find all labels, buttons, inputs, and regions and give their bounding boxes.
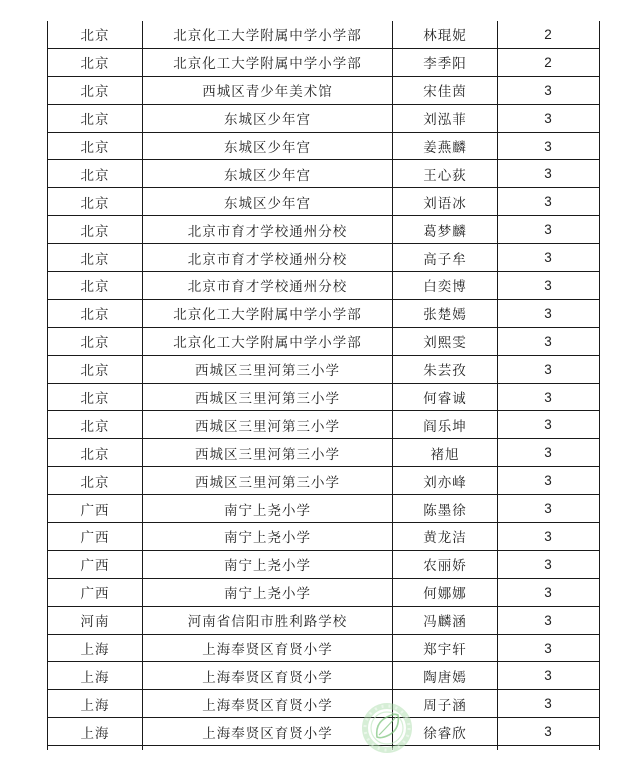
cell-count: 3 (498, 439, 600, 467)
table-row (48, 132, 600, 160)
cell-name: 何娜娜 (393, 578, 498, 606)
cell-name: 宋佳茵 (393, 76, 498, 104)
cell-count: 3 (498, 327, 600, 355)
cell-school: 北京市育才学校通州分校 (143, 244, 393, 272)
cell-school: 北京化工大学附属中学小学部 (143, 48, 393, 76)
table-row (48, 104, 600, 132)
cell-name: 郑宇轩 (393, 634, 498, 662)
table-row (48, 634, 600, 662)
cell-count: 3 (498, 299, 600, 327)
cell-name: 白奕博 (393, 272, 498, 300)
cell-name: 刘语冰 (393, 188, 498, 216)
cell-name: 李季阳 (393, 48, 498, 76)
cell-region: 北京 (48, 188, 143, 216)
cell-count: 3 (498, 216, 600, 244)
cell-region: 北京 (48, 439, 143, 467)
cell-count: 3 (498, 383, 600, 411)
cell-region: 广西 (48, 550, 143, 578)
cell-school: 上海奉贤区育贤小学 (143, 634, 393, 662)
table-row (48, 411, 600, 439)
cell-name: 刘亦峰 (393, 467, 498, 495)
cell-count: 3 (498, 104, 600, 132)
cell-region: 上海 (48, 662, 143, 690)
table-row (48, 244, 600, 272)
cell-count: 3 (498, 160, 600, 188)
cell-school: 西城区青少年美术馆 (143, 76, 393, 104)
cell-count: 3 (498, 272, 600, 300)
cell-count: 3 (498, 634, 600, 662)
cell-region: 北京 (48, 160, 143, 188)
cell-region: 北京 (48, 467, 143, 495)
cell-count: 3 (498, 690, 600, 718)
cell-count: 3 (498, 578, 600, 606)
table-row (48, 495, 600, 523)
table-row (48, 550, 600, 578)
cell-count: 3 (498, 244, 600, 272)
cropped-cell (393, 746, 498, 751)
cell-name: 张楚嫣 (393, 299, 498, 327)
cell-region: 北京 (48, 327, 143, 355)
table-row (48, 216, 600, 244)
cell-count: 3 (498, 550, 600, 578)
cell-region: 北京 (48, 104, 143, 132)
table-row (48, 299, 600, 327)
cell-region: 北京 (48, 132, 143, 160)
cell-region: 北京 (48, 216, 143, 244)
cell-name: 葛梦麟 (393, 216, 498, 244)
cell-count: 3 (498, 188, 600, 216)
table-row (48, 160, 600, 188)
table-row (48, 467, 600, 495)
cell-name: 何睿诚 (393, 383, 498, 411)
cell-school: 河南省信阳市胜利路学校 (143, 606, 393, 634)
cell-count: 2 (498, 48, 600, 76)
cell-name: 徐睿欣 (393, 718, 498, 746)
cell-region: 广西 (48, 495, 143, 523)
cell-count: 3 (498, 718, 600, 746)
table-row (48, 76, 600, 104)
table-row (48, 355, 600, 383)
cell-school: 南宁上尧小学 (143, 550, 393, 578)
table-row (48, 327, 600, 355)
cropped-cell (498, 746, 600, 751)
table-row (48, 21, 600, 48)
cell-region: 河南 (48, 606, 143, 634)
cell-school: 北京化工大学附属中学小学部 (143, 299, 393, 327)
cell-region: 北京 (48, 244, 143, 272)
table-row (48, 272, 600, 300)
table-row (48, 48, 600, 76)
cell-name: 农丽娇 (393, 550, 498, 578)
cell-name: 刘泓菲 (393, 104, 498, 132)
cell-school: 西城区三里河第三小学 (143, 467, 393, 495)
cell-count: 3 (498, 606, 600, 634)
table-row (48, 523, 600, 551)
cell-school: 上海奉贤区育贤小学 (143, 690, 393, 718)
table-row (48, 718, 600, 746)
cell-school: 西城区三里河第三小学 (143, 439, 393, 467)
cell-school: 北京市育才学校通州分校 (143, 216, 393, 244)
cell-name: 阎乐坤 (393, 411, 498, 439)
cell-region: 北京 (48, 383, 143, 411)
table-row (48, 188, 600, 216)
table-row (48, 439, 600, 467)
cell-name: 周子涵 (393, 690, 498, 718)
cell-school: 西城区三里河第三小学 (143, 355, 393, 383)
cell-school: 南宁上尧小学 (143, 495, 393, 523)
cell-school: 西城区三里河第三小学 (143, 383, 393, 411)
cell-school: 西城区三里河第三小学 (143, 411, 393, 439)
results-table (47, 21, 600, 750)
cell-region: 北京 (48, 76, 143, 104)
cell-school: 北京化工大学附属中学小学部 (143, 21, 393, 48)
cell-count: 3 (498, 76, 600, 104)
cell-school: 东城区少年宫 (143, 160, 393, 188)
cell-count: 3 (498, 355, 600, 383)
cell-region: 北京 (48, 21, 143, 48)
table-row (48, 606, 600, 634)
cell-count: 3 (498, 523, 600, 551)
cell-region: 上海 (48, 718, 143, 746)
cell-count: 3 (498, 495, 600, 523)
cell-school: 上海奉贤区育贤小学 (143, 718, 393, 746)
cell-region: 广西 (48, 523, 143, 551)
cell-name: 林琨妮 (393, 21, 498, 48)
table-row (48, 383, 600, 411)
cell-region: 上海 (48, 634, 143, 662)
cell-school: 北京化工大学附属中学小学部 (143, 327, 393, 355)
cell-count: 3 (498, 411, 600, 439)
cell-name: 冯麟涵 (393, 606, 498, 634)
cell-count: 3 (498, 132, 600, 160)
table-row (48, 662, 600, 690)
cell-count: 3 (498, 662, 600, 690)
cell-name: 陶唐嫣 (393, 662, 498, 690)
cell-school: 上海奉贤区育贤小学 (143, 662, 393, 690)
cell-region: 北京 (48, 355, 143, 383)
cropped-cell (143, 746, 393, 751)
table-row (48, 690, 600, 718)
cell-count: 3 (498, 467, 600, 495)
cell-school: 东城区少年宫 (143, 188, 393, 216)
cell-school: 南宁上尧小学 (143, 578, 393, 606)
cell-school: 南宁上尧小学 (143, 523, 393, 551)
cell-region: 上海 (48, 690, 143, 718)
cell-school: 东城区少年宫 (143, 104, 393, 132)
cell-region: 北京 (48, 411, 143, 439)
table-row (48, 578, 600, 606)
cell-name: 朱芸孜 (393, 355, 498, 383)
cell-name: 刘熙雯 (393, 327, 498, 355)
cell-count: 2 (498, 21, 600, 48)
cell-school: 东城区少年宫 (143, 132, 393, 160)
cell-name: 姜燕麟 (393, 132, 498, 160)
cell-name: 褚旭 (393, 439, 498, 467)
cell-region: 广西 (48, 578, 143, 606)
cell-region: 北京 (48, 48, 143, 76)
cell-name: 高子牟 (393, 244, 498, 272)
cell-name: 黄龙洁 (393, 523, 498, 551)
cell-region: 北京 (48, 272, 143, 300)
cropped-row-stub (48, 746, 600, 751)
cell-name: 陈墨徐 (393, 495, 498, 523)
cropped-cell (48, 746, 143, 751)
cell-region: 北京 (48, 299, 143, 327)
cell-name: 王心荻 (393, 160, 498, 188)
cell-school: 北京市育才学校通州分校 (143, 272, 393, 300)
